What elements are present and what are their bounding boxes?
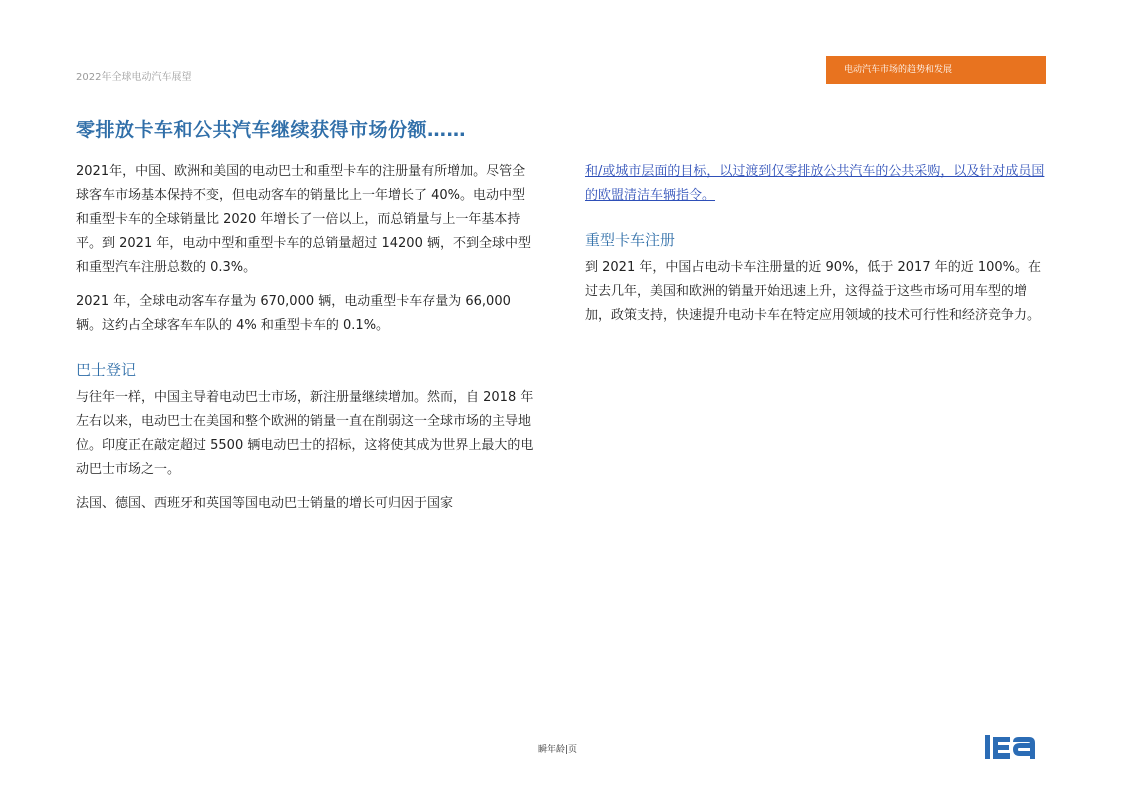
policy-link[interactable]: 和/或城市层面的目标，以过渡到仅零排放公共汽车的公共采购，以及针对成员国的欧盟清洁车辆指令。	[585, 164, 1045, 203]
section-tab[interactable]: 电动汽车市场的趋势和发展	[826, 56, 1046, 84]
bus-registration-heading: 巴士登记	[76, 361, 137, 379]
paragraph-bus-growth: 法国、德国、西班牙和英国等国电动巴士销量的增长可归因于国家	[76, 496, 454, 511]
iea-logo	[984, 731, 1048, 761]
left-column	[76, 160, 538, 526]
document-title: 2022年全球电动汽车展望	[76, 72, 192, 83]
paragraph-truck-registrations: 到 2021 年，中国占电动卡车注册量的近 90%，低于 2017 年的近 100%。在过去几年，美国和欧洲的销量开始迅速上升，这得益于这些市场可用车型的增加，政策支持，快速提升电动卡车在特定应用领域的技术可行性和经济竞争力。	[585, 260, 1042, 323]
page-number: 瞬年龄|页	[538, 745, 578, 755]
right-column	[585, 160, 1047, 338]
paragraph-registrations: 2021年，中国、欧洲和美国的电动巴士和重型卡车的注册量有所增加。尽管全球客车市场基本保持不变，但电动客车的销量比上一年增长了 40%。电动中型和重型卡车的全球销量比 2020 年增长了一倍以上，而总销量与上一年基本持平。到 2021 年，电动中型和重型卡车的总销量超过 14200 辆，不到全球中型和重型汽车注册总数的 0.3%。	[76, 164, 531, 275]
truck-registration-heading: 重型卡车注册	[585, 231, 676, 249]
paragraph-stock: 2021 年，全球电动客车存量为 670,000 辆，电动重型卡车存量为 66,000 辆。这约占全球客车车队的 4% 和重型卡车的 0.1%。	[76, 294, 511, 333]
page-title: 零排放卡车和公共汽车继续获得市场份额……	[76, 119, 467, 141]
paragraph-bus-market: 与往年一样，中国主导着电动巴士市场，新注册量继续增加。然而，自 2018 年左右以来，电动巴士在美国和整个欧洲的销量一直在削弱这一全球市场的主导地位。印度正在敲定超过 5500 辆电动巴士的招标，这将使其成为世界上最大的电动巴士市场之一。	[76, 390, 534, 477]
